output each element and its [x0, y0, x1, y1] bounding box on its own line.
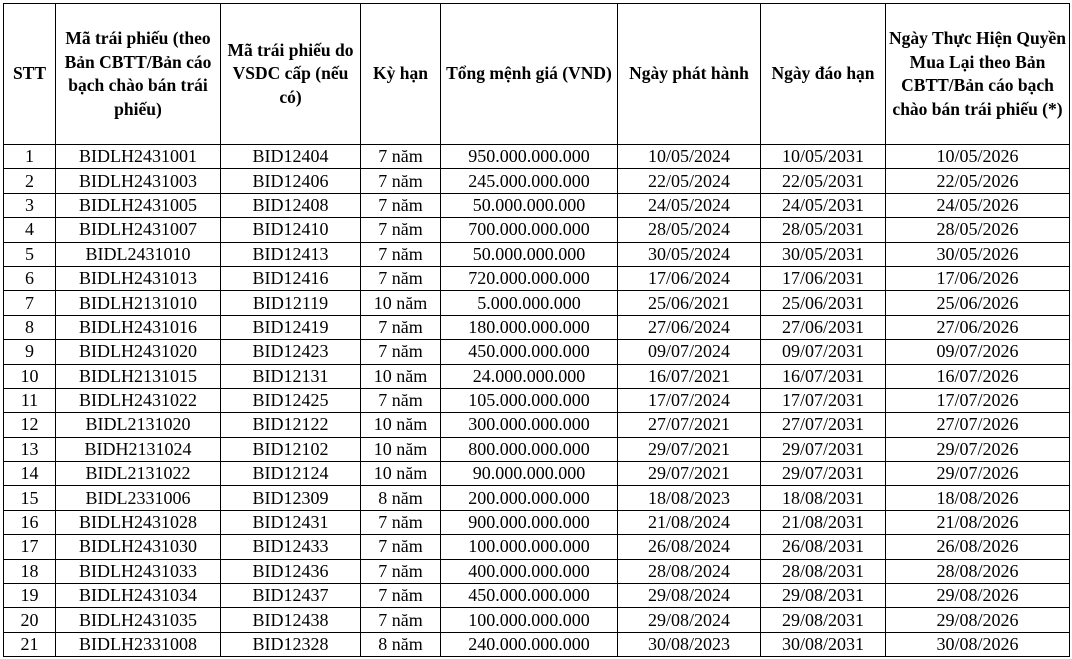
cell-issue-date: 29/07/2021 — [618, 462, 761, 486]
cell-issue-date: 30/08/2023 — [618, 632, 761, 656]
cell-bond-code: BIDLH2431028 — [56, 510, 221, 534]
cell-stt: 4 — [4, 218, 56, 242]
cell-maturity-date: 27/07/2031 — [761, 413, 886, 437]
cell-issue-date: 25/06/2021 — [618, 291, 761, 315]
table-row — [4, 364, 1070, 388]
table-row — [4, 145, 1070, 169]
cell-maturity-date: 29/08/2031 — [761, 608, 886, 632]
cell-term: 7 năm — [361, 145, 441, 169]
cell-stt: 12 — [4, 413, 56, 437]
cell-bond-code: BIDLH2431030 — [56, 535, 221, 559]
cell-call-date: 09/07/2026 — [886, 340, 1070, 364]
table-body — [4, 145, 1070, 657]
cell-stt: 8 — [4, 315, 56, 339]
cell-vsdc-code: BID12431 — [221, 510, 361, 534]
cell-call-date: 29/08/2026 — [886, 584, 1070, 608]
cell-total-par-value: 400.000.000.000 — [441, 559, 618, 583]
cell-term: 7 năm — [361, 266, 441, 290]
cell-total-par-value: 300.000.000.000 — [441, 413, 618, 437]
cell-issue-date: 17/06/2024 — [618, 266, 761, 290]
cell-stt: 17 — [4, 535, 56, 559]
cell-vsdc-code: BID12425 — [221, 388, 361, 412]
cell-call-date: 29/08/2026 — [886, 608, 1070, 632]
cell-stt: 2 — [4, 169, 56, 193]
cell-call-date: 18/08/2026 — [886, 486, 1070, 510]
cell-bond-code: BIDLH2431001 — [56, 145, 221, 169]
cell-vsdc-code: BID12404 — [221, 145, 361, 169]
cell-maturity-date: 28/08/2031 — [761, 559, 886, 583]
cell-vsdc-code: BID12437 — [221, 584, 361, 608]
cell-maturity-date: 17/06/2031 — [761, 266, 886, 290]
cell-maturity-date: 29/07/2031 — [761, 462, 886, 486]
header-bond-code: Mã trái phiếu (theo Bản CBTT/Bản cáo bạch chào bán trái phiếu) — [56, 4, 221, 145]
cell-issue-date: 29/08/2024 — [618, 584, 761, 608]
cell-stt: 18 — [4, 559, 56, 583]
cell-term: 7 năm — [361, 510, 441, 534]
table-row — [4, 535, 1070, 559]
table-row — [4, 462, 1070, 486]
cell-vsdc-code: BID12122 — [221, 413, 361, 437]
table-row — [4, 510, 1070, 534]
table-row — [4, 340, 1070, 364]
cell-issue-date: 28/08/2024 — [618, 559, 761, 583]
cell-term: 7 năm — [361, 218, 441, 242]
cell-term: 10 năm — [361, 462, 441, 486]
cell-total-par-value: 100.000.000.000 — [441, 608, 618, 632]
cell-stt: 6 — [4, 266, 56, 290]
cell-vsdc-code: BID12423 — [221, 340, 361, 364]
cell-issue-date: 24/05/2024 — [618, 193, 761, 217]
cell-vsdc-code: BID12419 — [221, 315, 361, 339]
cell-term: 7 năm — [361, 315, 441, 339]
cell-term: 7 năm — [361, 242, 441, 266]
cell-call-date: 28/05/2026 — [886, 218, 1070, 242]
cell-total-par-value: 900.000.000.000 — [441, 510, 618, 534]
cell-issue-date: 30/05/2024 — [618, 242, 761, 266]
cell-vsdc-code: BID12413 — [221, 242, 361, 266]
cell-maturity-date: 09/07/2031 — [761, 340, 886, 364]
header-total-par-value: Tổng mệnh giá (VND) — [441, 4, 618, 145]
cell-bond-code: BIDLH2431022 — [56, 388, 221, 412]
cell-issue-date: 18/08/2023 — [618, 486, 761, 510]
cell-maturity-date: 16/07/2031 — [761, 364, 886, 388]
cell-maturity-date: 27/06/2031 — [761, 315, 886, 339]
cell-bond-code: BIDLH2431033 — [56, 559, 221, 583]
cell-term: 8 năm — [361, 486, 441, 510]
cell-term: 10 năm — [361, 364, 441, 388]
cell-call-date: 22/05/2026 — [886, 169, 1070, 193]
cell-term: 7 năm — [361, 340, 441, 364]
cell-total-par-value: 800.000.000.000 — [441, 437, 618, 461]
table-row — [4, 559, 1070, 583]
cell-bond-code: BIDLH2331008 — [56, 632, 221, 656]
cell-bond-code: BIDL2331006 — [56, 486, 221, 510]
cell-call-date: 29/07/2026 — [886, 437, 1070, 461]
table-row — [4, 169, 1070, 193]
cell-call-date: 30/05/2026 — [886, 242, 1070, 266]
header-stt: STT — [4, 4, 56, 145]
cell-issue-date: 22/05/2024 — [618, 169, 761, 193]
cell-vsdc-code: BID12328 — [221, 632, 361, 656]
cell-stt: 3 — [4, 193, 56, 217]
cell-maturity-date: 22/05/2031 — [761, 169, 886, 193]
bond-table — [3, 3, 1070, 657]
cell-call-date: 29/07/2026 — [886, 462, 1070, 486]
cell-total-par-value: 105.000.000.000 — [441, 388, 618, 412]
cell-call-date: 10/05/2026 — [886, 145, 1070, 169]
cell-call-date: 30/08/2026 — [886, 632, 1070, 656]
cell-stt: 15 — [4, 486, 56, 510]
cell-stt: 13 — [4, 437, 56, 461]
header-vsdc-code: Mã trái phiếu do VSDC cấp (nếu có) — [221, 4, 361, 145]
cell-maturity-date: 17/07/2031 — [761, 388, 886, 412]
cell-issue-date: 27/06/2024 — [618, 315, 761, 339]
cell-maturity-date: 30/05/2031 — [761, 242, 886, 266]
cell-total-par-value: 245.000.000.000 — [441, 169, 618, 193]
cell-vsdc-code: BID12410 — [221, 218, 361, 242]
cell-maturity-date: 24/05/2031 — [761, 193, 886, 217]
cell-bond-code: BIDLH2431034 — [56, 584, 221, 608]
cell-stt: 1 — [4, 145, 56, 169]
cell-term: 7 năm — [361, 535, 441, 559]
cell-call-date: 25/06/2026 — [886, 291, 1070, 315]
header-call-date: Ngày Thực Hiện Quyền Mua Lại theo Bản CBTT/Bản cáo bạch chào bán trái phiếu (*) — [886, 4, 1070, 145]
table-row — [4, 315, 1070, 339]
cell-bond-code: BIDLH2431013 — [56, 266, 221, 290]
cell-vsdc-code: BID12309 — [221, 486, 361, 510]
cell-call-date: 27/06/2026 — [886, 315, 1070, 339]
cell-bond-code: BIDLH2431003 — [56, 169, 221, 193]
cell-call-date: 24/05/2026 — [886, 193, 1070, 217]
cell-total-par-value: 180.000.000.000 — [441, 315, 618, 339]
cell-issue-date: 09/07/2024 — [618, 340, 761, 364]
cell-vsdc-code: BID12436 — [221, 559, 361, 583]
cell-bond-code: BIDLH2131010 — [56, 291, 221, 315]
cell-bond-code: BIDLH2431035 — [56, 608, 221, 632]
cell-call-date: 21/08/2026 — [886, 510, 1070, 534]
cell-total-par-value: 5.000.000.000 — [441, 291, 618, 315]
table-row — [4, 632, 1070, 656]
cell-vsdc-code: BID12433 — [221, 535, 361, 559]
cell-maturity-date: 28/05/2031 — [761, 218, 886, 242]
cell-total-par-value: 50.000.000.000 — [441, 242, 618, 266]
cell-total-par-value: 450.000.000.000 — [441, 584, 618, 608]
cell-call-date: 27/07/2026 — [886, 413, 1070, 437]
cell-maturity-date: 30/08/2031 — [761, 632, 886, 656]
cell-total-par-value: 950.000.000.000 — [441, 145, 618, 169]
cell-maturity-date: 25/06/2031 — [761, 291, 886, 315]
cell-term: 10 năm — [361, 413, 441, 437]
table-row — [4, 218, 1070, 242]
table-row — [4, 291, 1070, 315]
cell-vsdc-code: BID12119 — [221, 291, 361, 315]
cell-bond-code: BIDLH2131015 — [56, 364, 221, 388]
cell-maturity-date: 29/07/2031 — [761, 437, 886, 461]
cell-total-par-value: 450.000.000.000 — [441, 340, 618, 364]
cell-call-date: 17/07/2026 — [886, 388, 1070, 412]
cell-issue-date: 21/08/2024 — [618, 510, 761, 534]
cell-issue-date: 16/07/2021 — [618, 364, 761, 388]
header-maturity-date: Ngày đáo hạn — [761, 4, 886, 145]
cell-total-par-value: 100.000.000.000 — [441, 535, 618, 559]
cell-bond-code: BIDLH2431016 — [56, 315, 221, 339]
cell-total-par-value: 200.000.000.000 — [441, 486, 618, 510]
cell-call-date: 28/08/2026 — [886, 559, 1070, 583]
cell-term: 7 năm — [361, 169, 441, 193]
cell-stt: 11 — [4, 388, 56, 412]
cell-vsdc-code: BID12131 — [221, 364, 361, 388]
cell-call-date: 26/08/2026 — [886, 535, 1070, 559]
cell-term: 7 năm — [361, 584, 441, 608]
cell-bond-code: BIDL2131020 — [56, 413, 221, 437]
cell-total-par-value: 240.000.000.000 — [441, 632, 618, 656]
cell-stt: 9 — [4, 340, 56, 364]
cell-stt: 7 — [4, 291, 56, 315]
cell-term: 10 năm — [361, 291, 441, 315]
cell-vsdc-code: BID12438 — [221, 608, 361, 632]
cell-issue-date: 29/08/2024 — [618, 608, 761, 632]
table-row — [4, 437, 1070, 461]
cell-term: 10 năm — [361, 437, 441, 461]
table-row — [4, 486, 1070, 510]
table-row — [4, 193, 1070, 217]
cell-stt: 10 — [4, 364, 56, 388]
cell-bond-code: BIDLH2431020 — [56, 340, 221, 364]
cell-total-par-value: 720.000.000.000 — [441, 266, 618, 290]
cell-vsdc-code: BID12406 — [221, 169, 361, 193]
cell-vsdc-code: BID12102 — [221, 437, 361, 461]
cell-term: 8 năm — [361, 632, 441, 656]
cell-issue-date: 29/07/2021 — [618, 437, 761, 461]
cell-vsdc-code: BID12408 — [221, 193, 361, 217]
cell-issue-date: 26/08/2024 — [618, 535, 761, 559]
table-row — [4, 242, 1070, 266]
table-row — [4, 608, 1070, 632]
header-row — [4, 4, 1070, 145]
cell-bond-code: BIDLH2431007 — [56, 218, 221, 242]
cell-stt: 19 — [4, 584, 56, 608]
cell-total-par-value: 90.000.000.000 — [441, 462, 618, 486]
cell-total-par-value: 50.000.000.000 — [441, 193, 618, 217]
cell-bond-code: BIDLH2431005 — [56, 193, 221, 217]
table-row — [4, 584, 1070, 608]
cell-term: 7 năm — [361, 559, 441, 583]
cell-stt: 14 — [4, 462, 56, 486]
table-row — [4, 413, 1070, 437]
cell-vsdc-code: BID12124 — [221, 462, 361, 486]
cell-issue-date: 27/07/2021 — [618, 413, 761, 437]
cell-term: 7 năm — [361, 608, 441, 632]
cell-total-par-value: 700.000.000.000 — [441, 218, 618, 242]
header-issue-date: Ngày phát hành — [618, 4, 761, 145]
header-term: Kỳ hạn — [361, 4, 441, 145]
cell-term: 7 năm — [361, 388, 441, 412]
cell-bond-code: BIDL2131022 — [56, 462, 221, 486]
cell-call-date: 16/07/2026 — [886, 364, 1070, 388]
cell-maturity-date: 10/05/2031 — [761, 145, 886, 169]
cell-term: 7 năm — [361, 193, 441, 217]
cell-stt: 20 — [4, 608, 56, 632]
cell-bond-code: BIDH2131024 — [56, 437, 221, 461]
table-row — [4, 388, 1070, 412]
cell-stt: 5 — [4, 242, 56, 266]
cell-vsdc-code: BID12416 — [221, 266, 361, 290]
cell-issue-date: 28/05/2024 — [618, 218, 761, 242]
cell-issue-date: 17/07/2024 — [618, 388, 761, 412]
cell-maturity-date: 18/08/2031 — [761, 486, 886, 510]
cell-bond-code: BIDL2431010 — [56, 242, 221, 266]
cell-maturity-date: 29/08/2031 — [761, 584, 886, 608]
cell-call-date: 17/06/2026 — [886, 266, 1070, 290]
cell-stt: 21 — [4, 632, 56, 656]
cell-total-par-value: 24.000.000.000 — [441, 364, 618, 388]
cell-maturity-date: 26/08/2031 — [761, 535, 886, 559]
table-row — [4, 266, 1070, 290]
cell-issue-date: 10/05/2024 — [618, 145, 761, 169]
cell-stt: 16 — [4, 510, 56, 534]
cell-maturity-date: 21/08/2031 — [761, 510, 886, 534]
